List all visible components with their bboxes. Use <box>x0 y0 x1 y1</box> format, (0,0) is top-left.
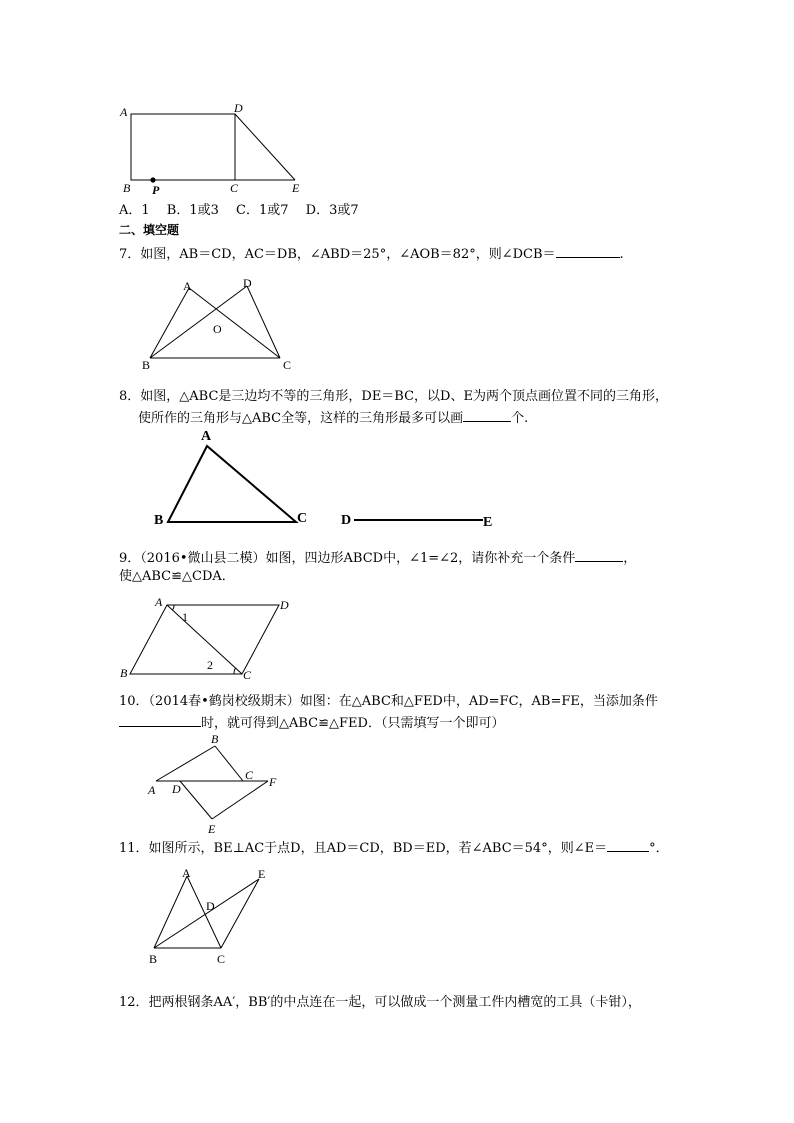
q11-question: 11．如图所示，BE⊥AC于点D，且AD＝CD，BD＝ED，若∠ABC＝54°，则∠E＝ <box>119 841 608 856</box>
q10-figure <box>140 735 290 830</box>
q11-label-d: D <box>206 899 215 913</box>
q8-line2 <box>138 409 528 427</box>
q7-segment-ab <box>150 288 189 358</box>
section-heading: 二、填空题 <box>119 223 180 237</box>
q10-label-e: E <box>208 822 216 836</box>
q8-label-e: E <box>483 515 493 530</box>
q7-label-b: B <box>142 358 151 372</box>
q7-question: 7．如图，AB＝CD，AC＝DB，∠ABD＝25°，∠AOB＝82°，则∠DCB＝ <box>119 247 556 262</box>
q7-segment-dc <box>247 286 280 358</box>
q8-question: 使所作的三角形与△ABC全等，这样的三角形最多可以画 <box>138 411 464 426</box>
q9-angle-2-arc <box>234 668 236 674</box>
q10-answer-blank[interactable] <box>119 714 201 727</box>
q11-label-c: C <box>217 952 226 966</box>
q9-label-a: A <box>155 595 163 609</box>
q10-segment-de <box>180 781 212 819</box>
q9-line1 <box>119 549 636 567</box>
q8-figure <box>150 435 500 535</box>
q8-line1: 8．如图，△ABC是三边均不等的三角形，DE＝BC，以D、E为两个顶点画位置不同的三角形， <box>119 389 668 404</box>
q8-label-a: A <box>201 429 212 444</box>
q10-line2 <box>119 714 504 732</box>
q11-label-e: E <box>258 867 266 881</box>
q11-label-b: B <box>149 952 158 966</box>
q9-angle-1-arc <box>172 605 174 610</box>
fig6-label-c: C <box>230 181 239 195</box>
q10-segment-ef <box>212 781 268 819</box>
q11-segment-ac <box>187 876 221 948</box>
q9-label-1: 1 <box>182 610 188 624</box>
q9-question: 9．（2016•微山县二模）如图，四边形ABCD中，∠1=∠2，请你补充一个条件 <box>119 551 576 566</box>
fig6-label-d: D <box>234 101 243 115</box>
q9-answer-blank[interactable] <box>575 549 623 562</box>
q10-label-f: F <box>269 775 277 789</box>
fig6-label-e: E <box>292 181 300 195</box>
q10-segment-bc <box>215 746 243 781</box>
q7-label-a: A <box>183 279 192 293</box>
q7-label-o: O <box>213 322 222 336</box>
q7-label-d: D <box>243 276 252 290</box>
q9-label-b: B <box>120 666 128 680</box>
q10-segment-ab <box>156 746 215 781</box>
q6-figure <box>110 95 320 205</box>
rectangle-abcd <box>131 114 235 180</box>
q9-diagonal-ac <box>167 605 242 674</box>
q8-label-b: B <box>154 513 164 528</box>
fig6-label-p: P <box>152 183 160 197</box>
fig6-label-b: B <box>123 181 131 195</box>
q11-text <box>119 839 669 857</box>
q9-label-2: 2 <box>207 658 213 672</box>
q10-line1: 10．（2014春•鹤岗校级期末）如图：在△ABC和△FED中，AD=FC，AB=FE，当添加条件 <box>119 694 658 709</box>
q9-line2: 使△ABC≌△CDA． <box>119 569 235 584</box>
fig6-label-a: A <box>120 105 128 119</box>
q9-end: ， <box>623 551 637 566</box>
q10-label-c: C <box>245 768 254 782</box>
q7-segment-ac <box>189 288 280 358</box>
q11-segment-ec <box>221 879 259 948</box>
q10-label-a: A <box>148 783 156 797</box>
q8-label-d: D <box>341 513 352 528</box>
q10-question: 时，就可得到△ABC≌△FED．（只需填写一个即可） <box>201 716 505 731</box>
q11-label-a: A <box>182 866 191 880</box>
q10-label-d: D <box>172 782 181 796</box>
segment-de <box>235 114 295 180</box>
q7-end: . <box>619 247 624 262</box>
q8-end: 个. <box>511 411 529 426</box>
q7-label-c: C <box>283 358 292 372</box>
q7-text <box>119 245 624 263</box>
q6-options: A．1 B．1或3 C．1或7 D．3或7 <box>119 203 359 218</box>
q7-answer-blank[interactable] <box>556 245 620 258</box>
q11-end: °． <box>649 841 669 856</box>
q8-triangle-abc <box>168 446 296 522</box>
q8-label-c: C <box>297 511 308 526</box>
q8-answer-blank[interactable] <box>463 409 511 422</box>
q12-text: 12．把两根钢条AA′，BB′的中点连在一起，可以做成一个测量工件内槽宽的工具（卡钳）， <box>119 995 641 1010</box>
q11-answer-blank[interactable] <box>607 839 649 852</box>
q10-label-b: B <box>211 732 219 746</box>
q9-label-d: D <box>280 598 289 612</box>
q9-label-c: C <box>243 668 252 682</box>
